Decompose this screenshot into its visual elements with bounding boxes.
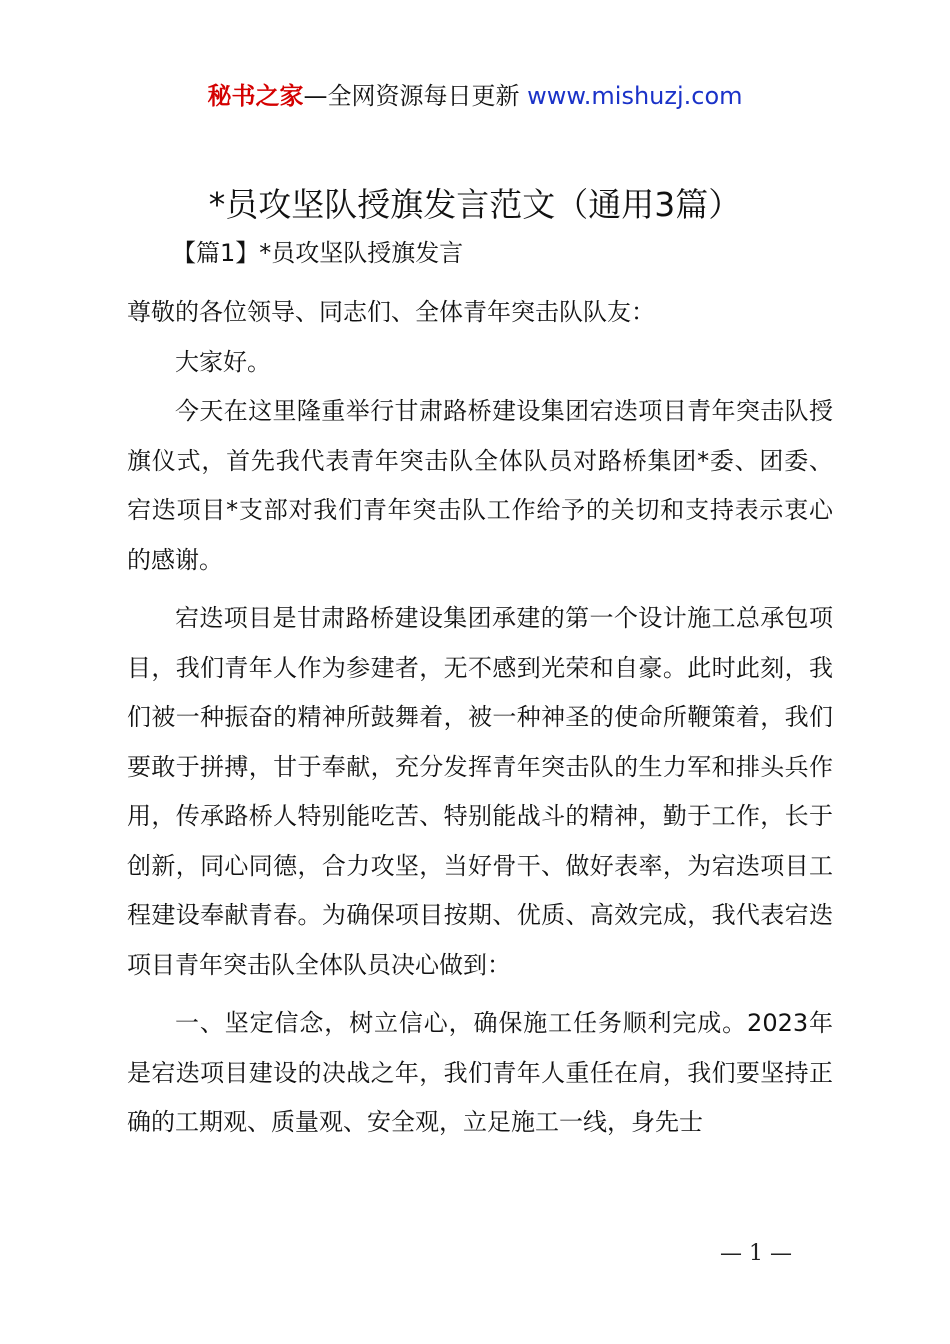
site-brand: 秘书之家	[207, 82, 304, 110]
salutation: 尊敬的各位领导、同志们、全体青年突击队队友：	[127, 298, 655, 326]
document-title: *员攻坚队授旗发言范文（通用3篇）	[208, 185, 742, 224]
body-paragraph: 今天在这里隆重举行甘肃路桥建设集团宕迭项目青年突击队授旗仪式，首先我代表青年突击队全体队员对路桥集团*委、团委、宕迭项目*支部对我们青年突击队工作给予的关切和支持表示衷心的感谢。	[127, 397, 833, 574]
body-paragraph: 一、坚定信念，树立信心，确保施工任务顺利完成。2023年是宕迭项目建设的决战之年，我们青年人重任在肩，我们要坚持正确的工期观、质量观、安全观，立足施工一线，身先士	[127, 1009, 833, 1136]
page-number: — 1 —	[720, 1241, 792, 1266]
body-paragraph: 大家好。	[175, 347, 271, 376]
section-heading: 【篇1】*员攻坚队授旗发言	[172, 239, 464, 267]
document-body	[127, 288, 833, 1148]
body-paragraph: 宕迭项目是甘肃路桥建设集团承建的第一个设计施工总承包项目，我们青年人作为参建者，无不感到光荣和自豪。此时此刻，我们被一种振奋的精神所鼓舞着，被一种神圣的使命所鞭策着，我们要敢于拼搏，甘于奉献，充分发挥青年突击队的生力军和排头兵作用，传承路桥人特别能吃苦、特别能战斗的精神，勤于工作，长于创新，同心同德，合力攻坚，当好骨干、做好表率，为宕迭项目工程建设奉献青春。为确保项目按期、优质、高效完成，我代表宕迭项目青年突击队全体队员决心做到：	[127, 604, 833, 979]
site-tagline: —全网资源每日更新	[303, 82, 528, 110]
site-banner	[0, 80, 950, 112]
site-url-link[interactable]: www.mishuzj.com	[527, 82, 743, 110]
